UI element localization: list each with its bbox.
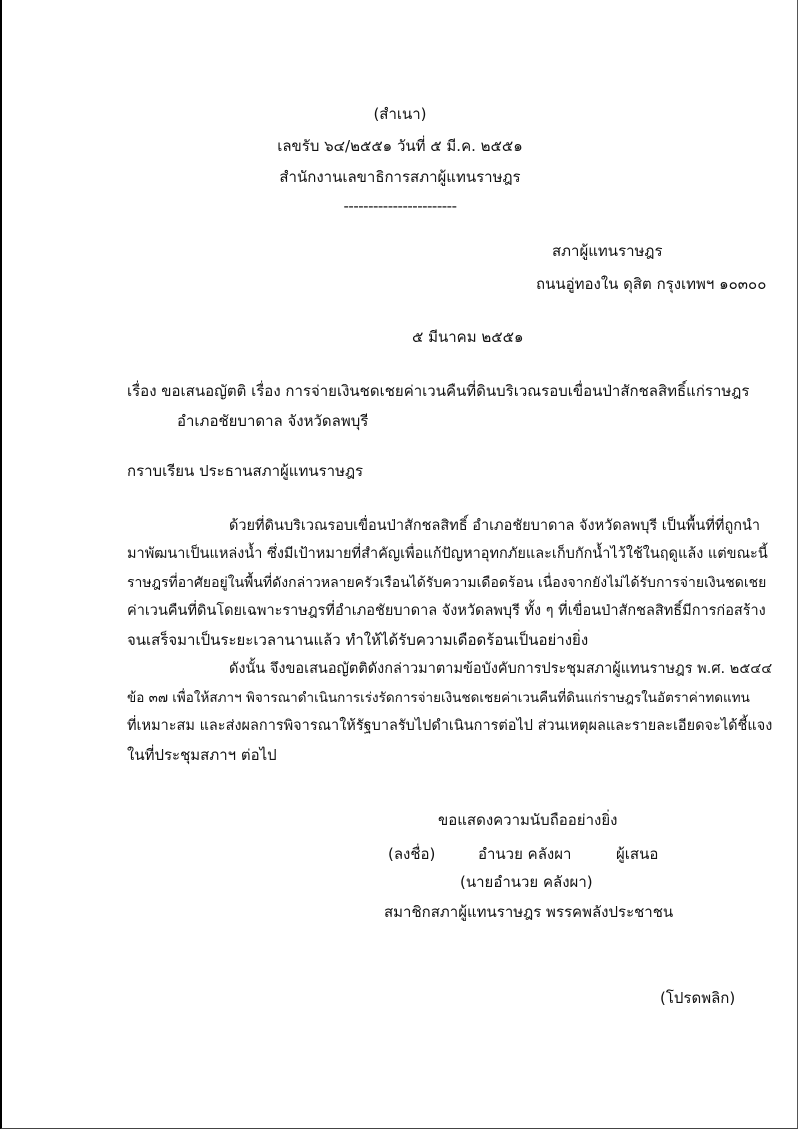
closing-regards: ขอแสดงความนับถืออย่างยิ่ง bbox=[438, 811, 618, 829]
body-p1-line-4: ค่าเวนคืนที่ดินโดยเฉพาะราษฎรที่อำเภอชัยบาดาล จังหวัดลพบุรี ทั้ง ๆ ที่เขื่อนป่าสักชลสิทธิ์มีการก่อสร้าง bbox=[127, 603, 766, 619]
body-p1-line-3: ราษฎรที่อาศัยอยู่ในพื้นที่ดังกล่าวหลายครัวเรือนได้รับความเดือดร้อน เนื่องจากยังไม่ได้รับการจ่ายเงินชดเชย bbox=[127, 575, 767, 591]
signed-label: (ลงชื่อ) bbox=[388, 845, 436, 863]
proposer-role: ผู้เสนอ bbox=[616, 845, 659, 863]
turn-over-note: (โปรดพลิก) bbox=[660, 989, 736, 1007]
address-line-2: ถนนอู่ทองใน ดุสิต กรุงเทพฯ ๑๐๓๐๐ bbox=[536, 275, 767, 293]
address-line-1: สภาผู้แทนราษฎร bbox=[552, 242, 663, 260]
printed-name: (นายอำนวย คลังผา) bbox=[460, 873, 593, 891]
receipt-number: เลขรับ ๖๔/๒๕๕๑ วันที่ ๕ มี.ค. ๒๕๕๑ bbox=[277, 137, 523, 155]
salutation: กราบเรียน ประธานสภาผู้แทนราษฎร bbox=[127, 462, 364, 480]
letter-date: ๕ มีนาคม ๒๕๕๑ bbox=[412, 328, 524, 346]
separator-line: ----------------------- bbox=[343, 197, 457, 215]
body-p2-line-1: ดังนั้น จึงขอเสนอญัตติดังกล่าวมาตามข้อบังคับการประชุมสภาผู้แทนราษฎร พ.ศ. ๒๕๔๔ bbox=[229, 661, 773, 677]
body-p2-line-4: ในที่ประชุมสภาฯ ต่อไป bbox=[127, 746, 277, 764]
body-p2-line-2: ข้อ ๓๗ เพื่อให้สภาฯ พิจารณาดำเนินการเร่งรัดการจ่ายเงินชดเชยค่าเวนคืนที่ดินแก่ราษฎรในอัตราค่าทดแทน bbox=[127, 690, 750, 706]
copy-mark: (สำเนา) bbox=[373, 105, 427, 123]
signature-name: อำนวย คลังผา bbox=[478, 845, 572, 863]
member-position: สมาชิกสภาผู้แทนราษฎร พรรคพลังประชาชน bbox=[384, 903, 674, 921]
subject-line-2: อำเภอชัยบาดาล จังหวัดลพบุรี bbox=[177, 412, 369, 430]
body-p1-line-2: มาพัฒนาเป็นแหล่งน้ำ ซึ่งมีเป้าหมายที่สำคัญเพื่อแก้ปัญหาอุทกภัยและเก็บกักน้ำไว้ใช้ในฤดูแล้ง แต่ขณะนี้ bbox=[127, 546, 768, 562]
office-name: สำนักงานเลขาธิการสภาผู้แทนราษฎร bbox=[279, 168, 521, 186]
body-p2-line-3: ที่เหมาะสม และส่งผลการพิจารณาให้รัฐบาลรับไปดำเนินการต่อไป ส่วนเหตุผลและรายละเอียดจะได้ชี้แจง bbox=[127, 718, 773, 734]
body-p1-line-5: จนเสร็จมาเป็นระยะเวลานานแล้ว ทำให้ได้รับความเดือดร้อนเป็นอย่างยิ่ง bbox=[127, 631, 589, 649]
subject-line-1: เรื่อง ขอเสนอญัตติ เรื่อง การจ่ายเงินชดเชยค่าเวนคืนที่ดินบริเวณรอบเขื่อนป่าสักชลสิทธิ์แก่ราษฎร bbox=[127, 382, 750, 400]
body-p1-line-1: ด้วยที่ดินบริเวณรอบเขื่อนป่าสักชลสิทธิ์ อำเภอชัยบาดาล จังหวัดลพบุรี เป็นพื้นที่ที่ถูกนำ bbox=[229, 518, 761, 534]
